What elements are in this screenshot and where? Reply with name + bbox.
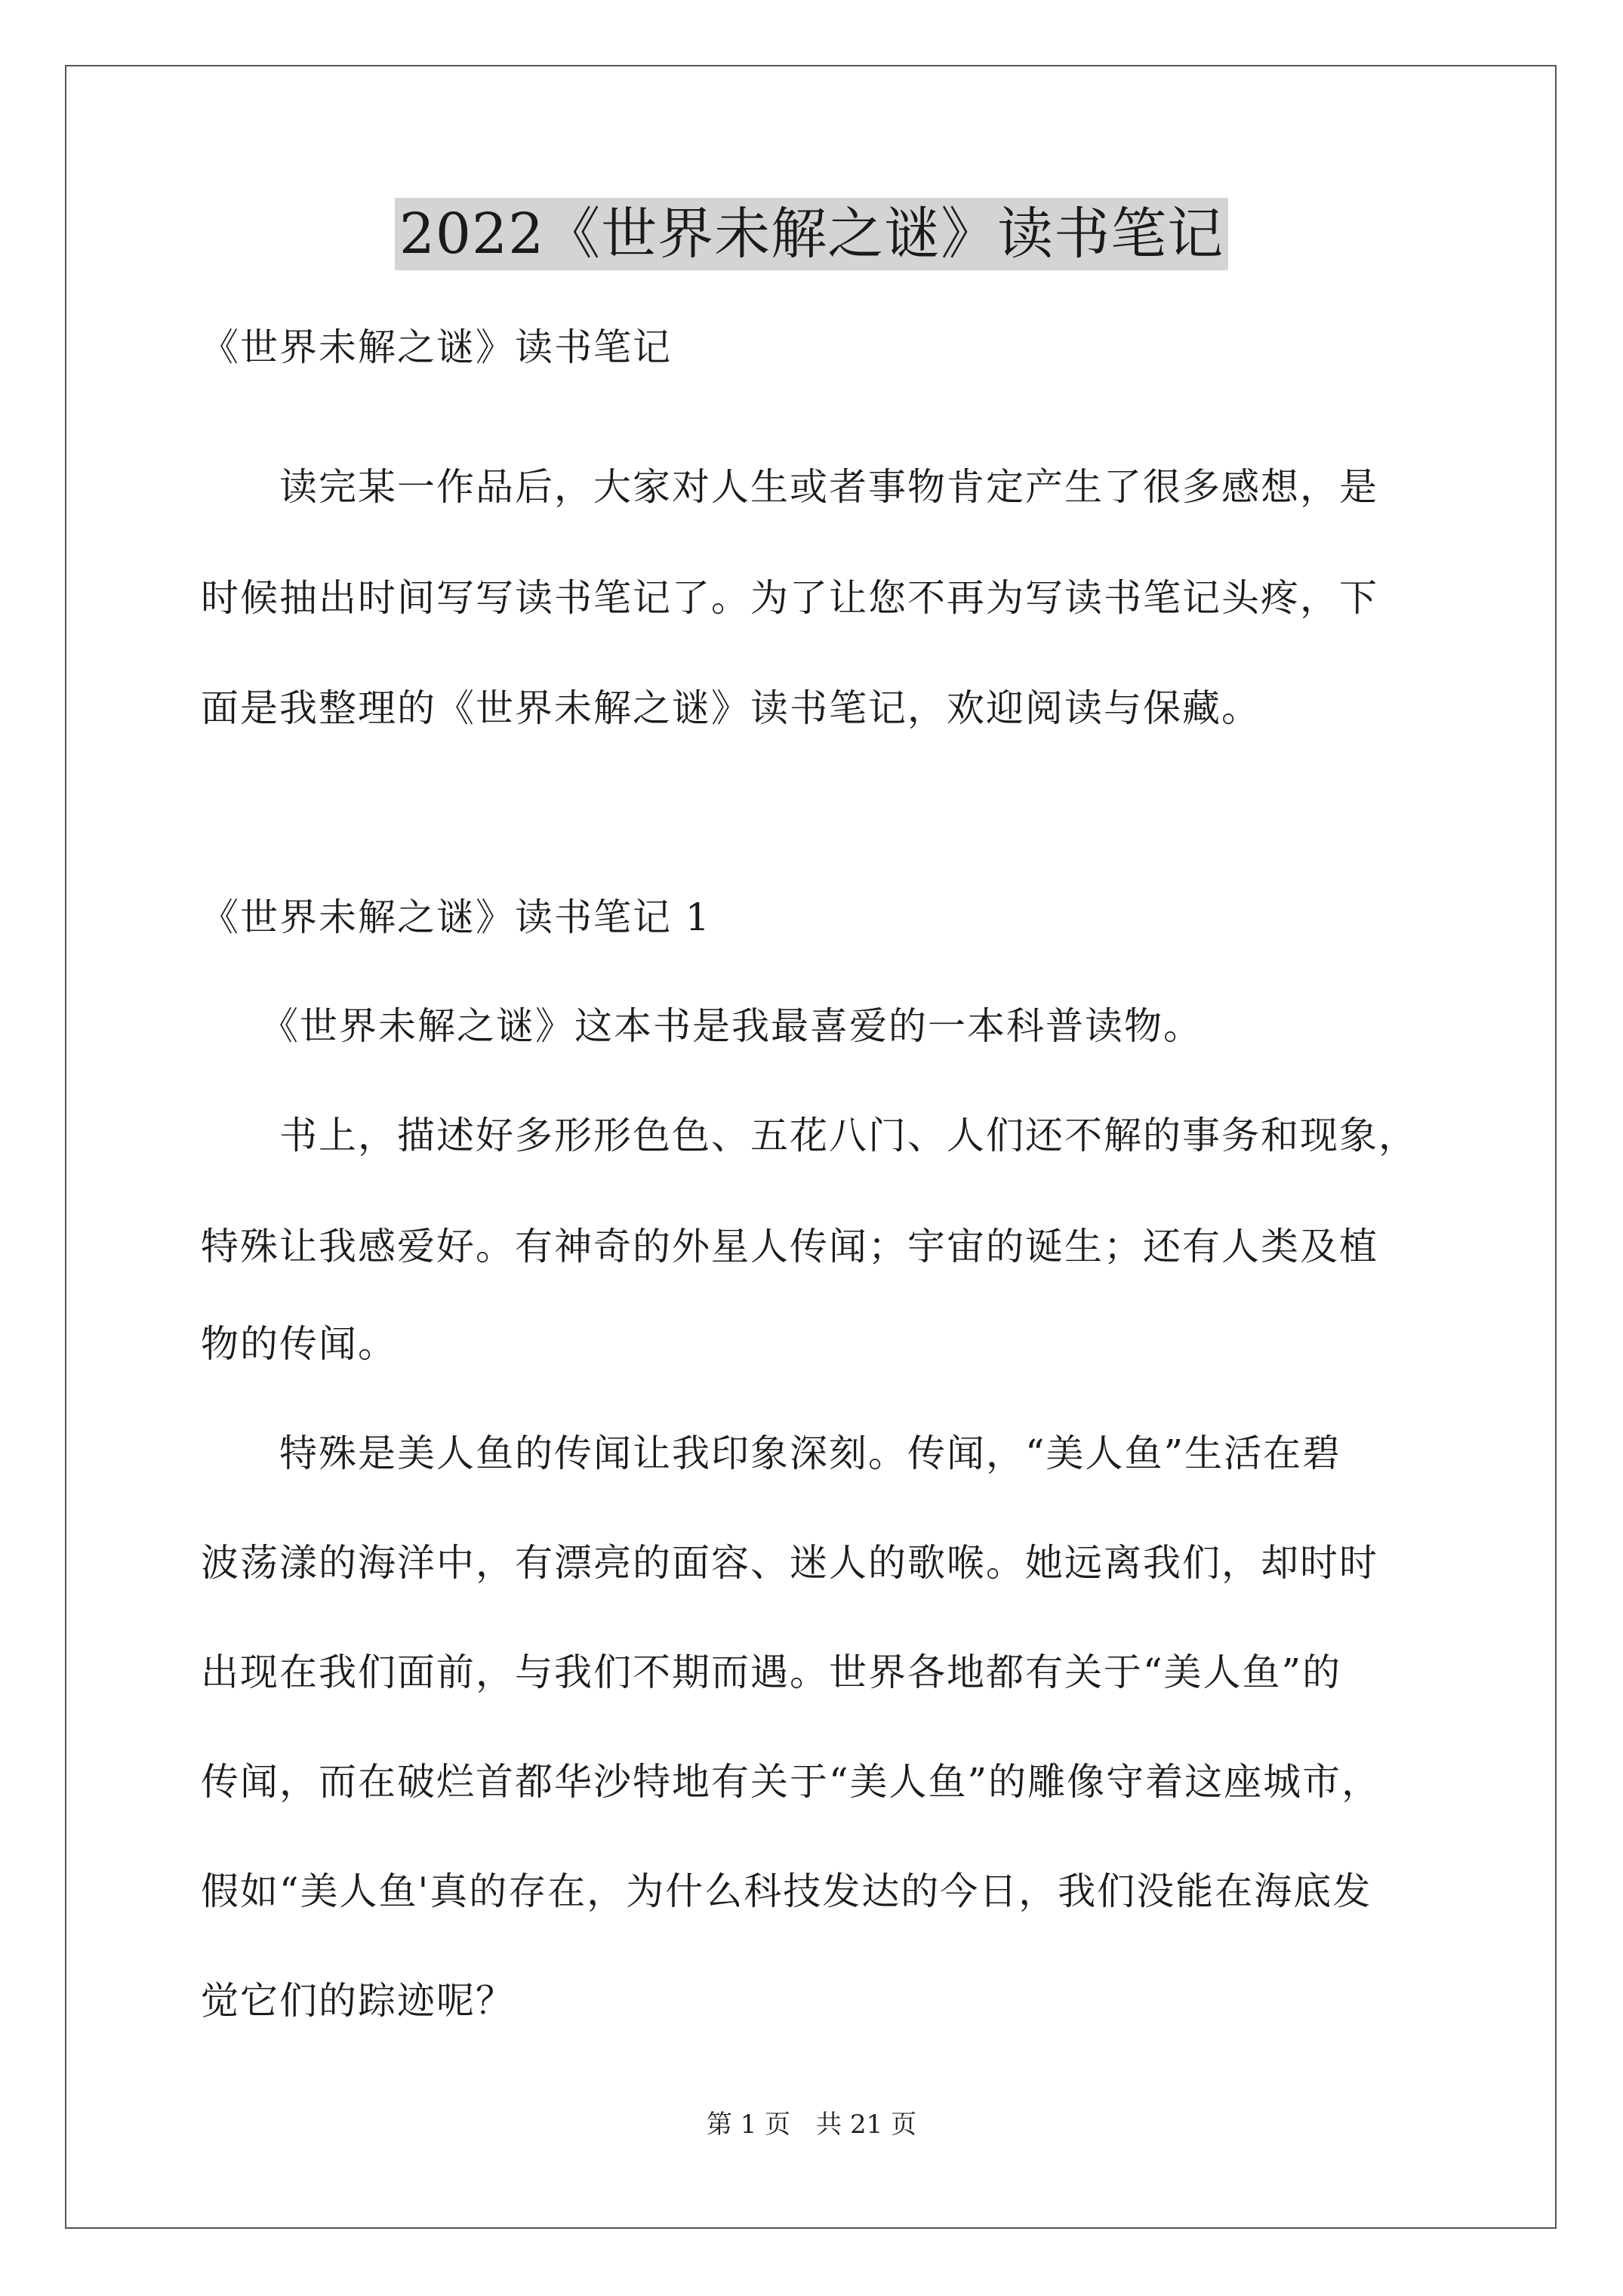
section-1-line-8: 传闻，而在破烂首都华沙特地有关于“美人鱼”的雕像守着这座城市， — [201, 1760, 1381, 1804]
intro-line-3: 面是我整理的《世界未解之谜》读书笔记，欢迎阅读与保藏。 — [201, 686, 1261, 730]
section-1-line-7: 出现在我们面前，与我们不期而遇。世界各地都有关于“美人鱼”的 — [201, 1650, 1342, 1694]
section-1-line-2: 书上，描述好多形形色色、五花八门、人们还不解的事务和现象， — [201, 1114, 1418, 1157]
page-footer: 第 1 页 共 21 页 — [706, 2110, 917, 2140]
section-1-line-1: 《世界未解之谜》这本书是我最喜爱的一本科普读物。 — [201, 1004, 1203, 1048]
document-subtitle: 《世界未解之谜》读书笔记 — [201, 325, 672, 369]
intro-line-1: 读完某一作品后，大家对人生或者事物肯定产生了很多感想，是 — [201, 465, 1378, 509]
section-1-line-9: 假如“美人鱼'真的存在，为什么科技发达的今日，我们没能在海底发 — [201, 1869, 1372, 1913]
section-1-line-4: 物的传闻。 — [201, 1322, 397, 1366]
section-1-line-3: 特殊让我感爱好。有神奇的外星人传闻；宇宙的诞生；还有人类及植 — [201, 1225, 1378, 1268]
section-1-line-6: 波荡漾的海洋中，有漂亮的面容、迷人的歌喉。她远离我们，却时时 — [201, 1541, 1378, 1585]
section-1-heading: 《世界未解之谜》读书笔记 1 — [201, 895, 711, 939]
title-container — [0, 198, 1623, 270]
section-1-line-10: 觉它们的踪迹呢？ — [201, 1979, 515, 2023]
section-1-line-5: 特殊是美人鱼的传闻让我印象深刻。传闻，“美人鱼”生活在碧 — [201, 1432, 1342, 1475]
intro-line-2: 时候抽出时间写写读书笔记了。为了让您不再为写读书笔记头疼，下 — [201, 576, 1378, 620]
document-title: 2022《世界未解之谜》读书笔记 — [395, 198, 1228, 270]
